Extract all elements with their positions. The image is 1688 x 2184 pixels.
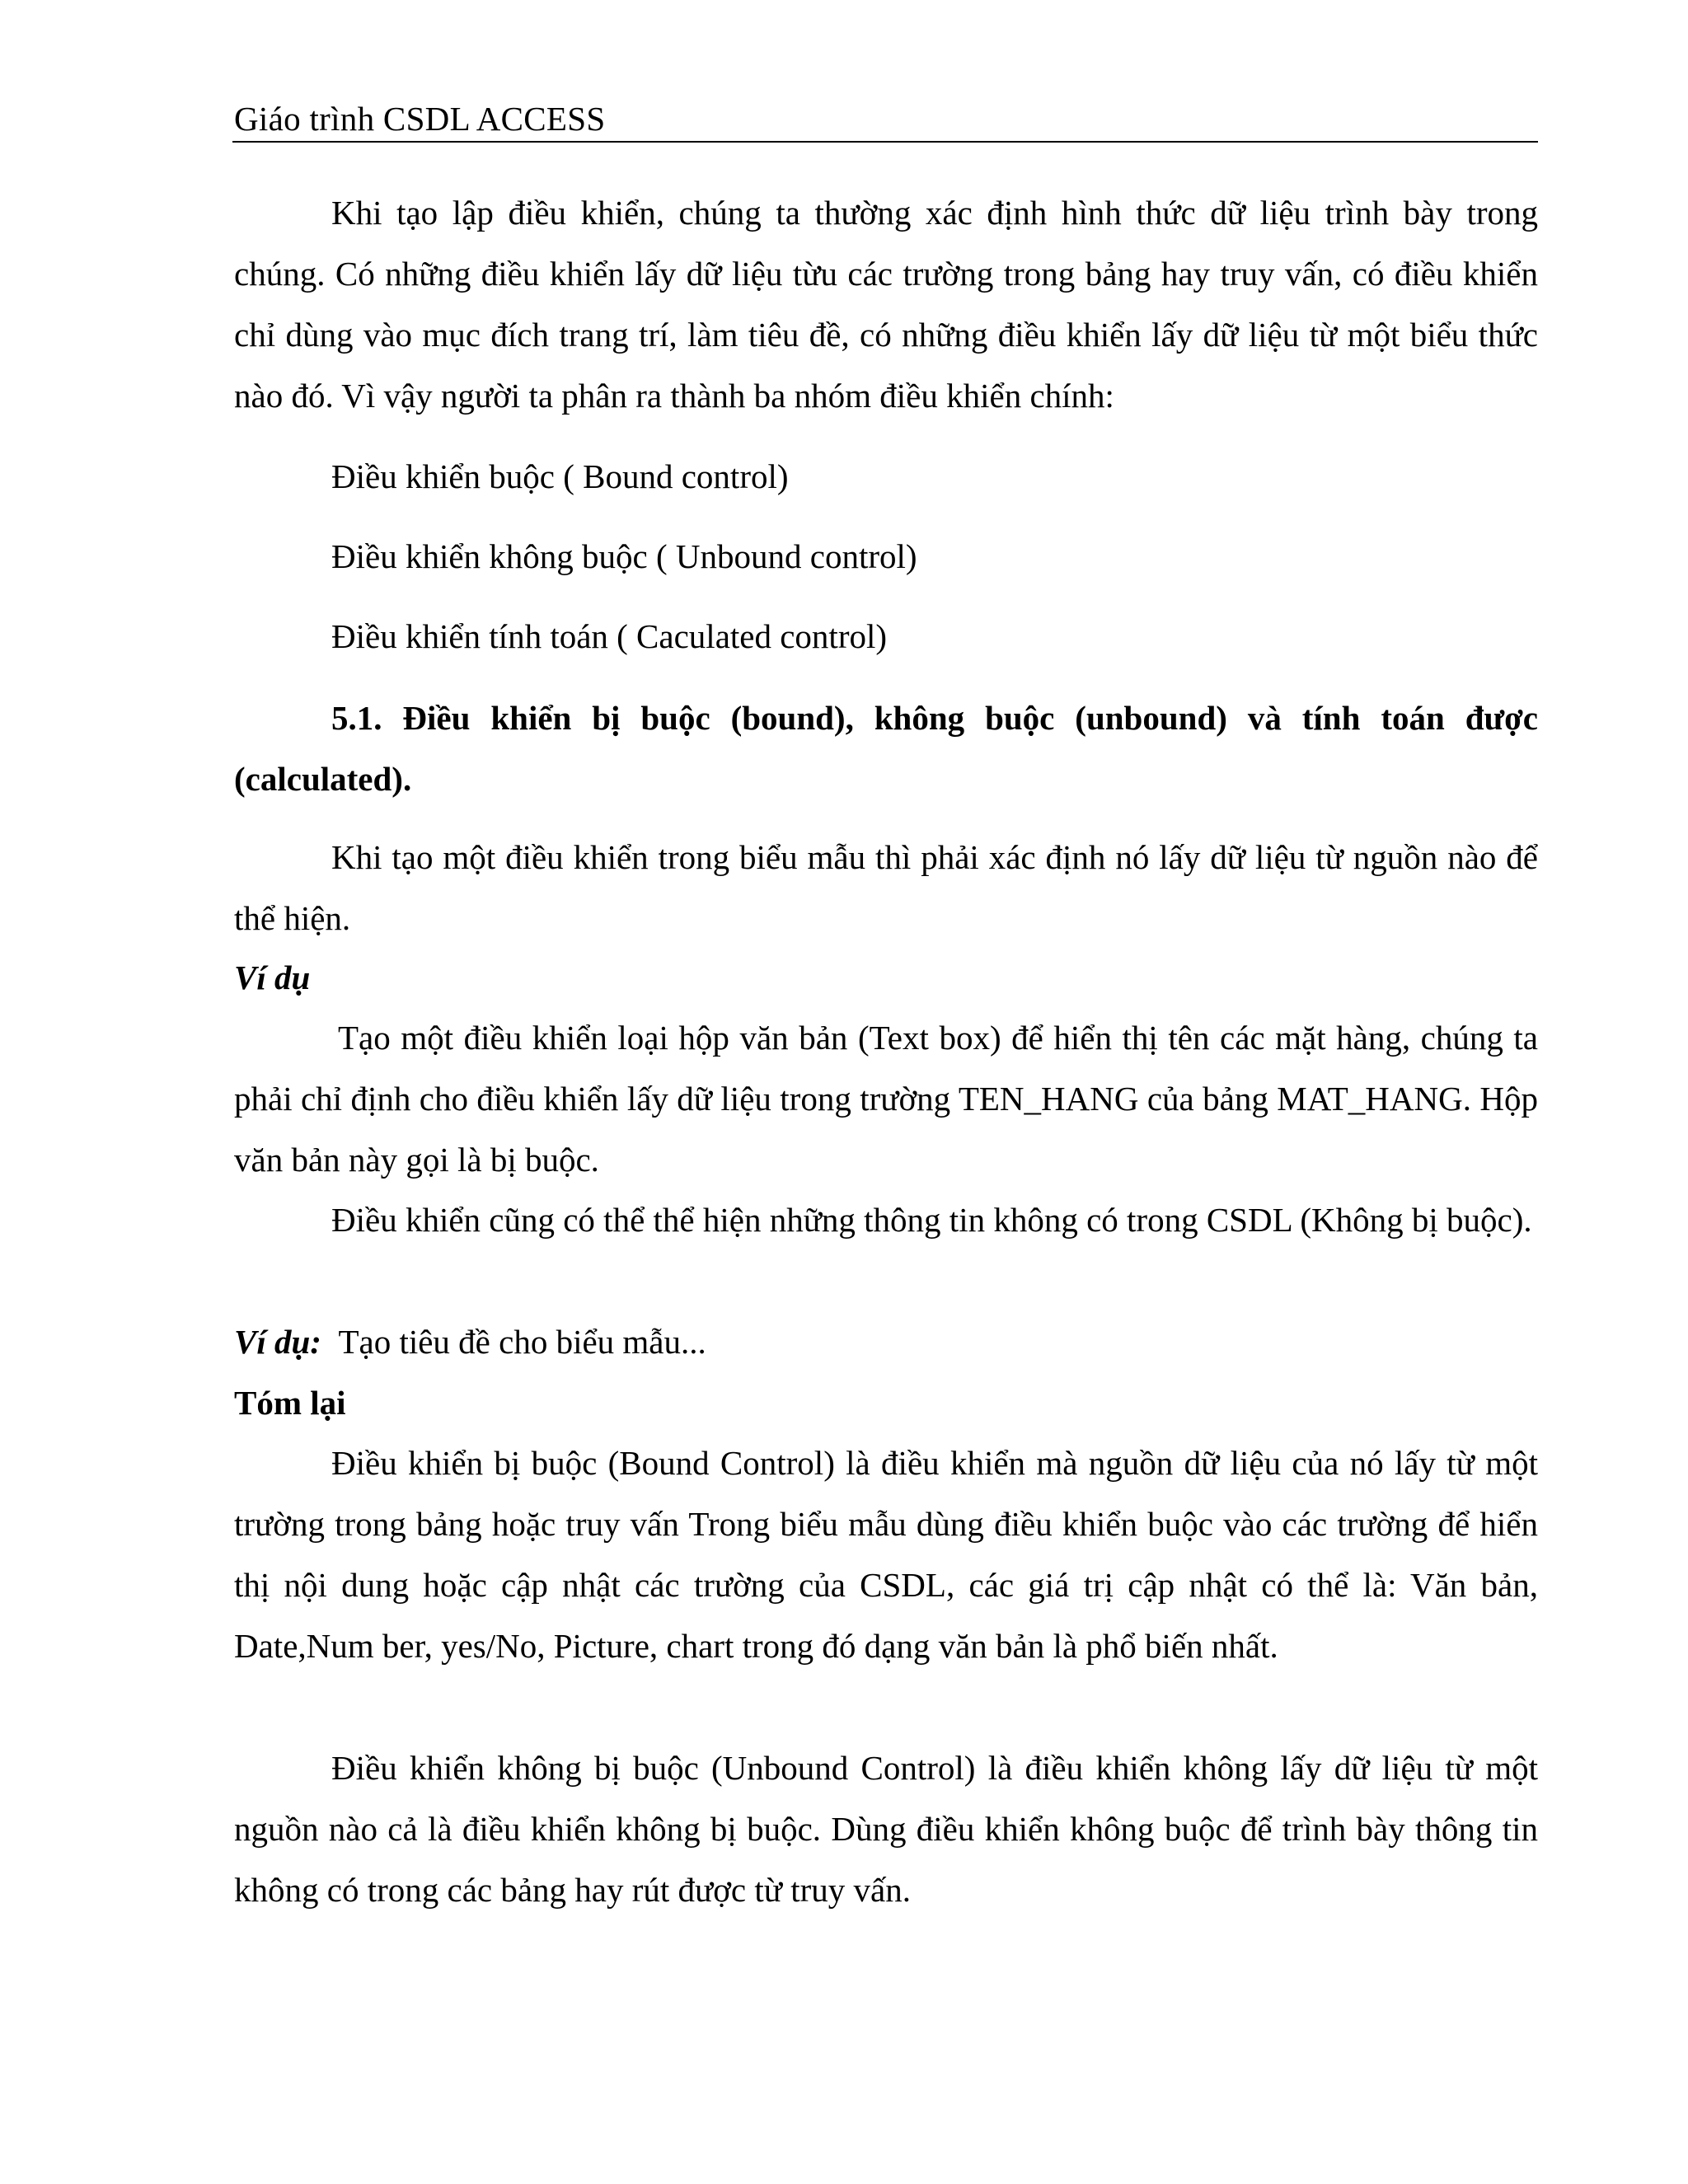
intro-paragraph: Khi tạo lập điều khiển, chúng ta thường xác định hình thức dữ liệu trình bày trong chúng. Có những điều khiển lấy dữ liệu từu các trường trong bảng hay truy vấn, có điều khiển chỉ dùng vào mục đích trang trí, làm tiêu đề, có những điều khiển lấy dữ liệu từ một biểu thức nào đó. Vì vậy người ta phân ra thành ba nhóm điều khiển chính:: [234, 194, 1538, 415]
example-two-label: Ví dụ:: [234, 1323, 321, 1361]
list-item-unbound: Điều khiển không buộc ( Unbound control): [331, 537, 917, 575]
example-two-text: Tạo tiêu đề cho biểu mẫu...: [338, 1323, 706, 1361]
list-item-calculated: Điều khiển tính toán ( Caculated control): [331, 617, 888, 655]
example-label: Ví dụ: [234, 958, 311, 996]
summary-label: Tóm lại: [234, 1384, 346, 1422]
summary-unbound-paragraph: Điều khiển không bị buộc (Unbound Control) là điều khiển không lấy dữ liệu từ một nguồn nào cả là điều khiển không bị buộc. Dùng điều khiển không buộc để trình bày thông tin không có trong các bảng hay rút được từ truy vấn.: [234, 1749, 1538, 1909]
list-item-bound: Điều khiển buộc ( Bound control): [331, 457, 789, 495]
example-two-line: [234, 1311, 1538, 1372]
section-heading: 5.1. Điều khiển bị buộc (bound), không buộc (unbound) và tính toán được (calculated).: [234, 699, 1538, 798]
example-paragraph: Tạo một điều khiển loại hộp văn bản (Text box) để hiển thị tên các mặt hàng, chúng ta phải chỉ định cho điều khiển lấy dữ liệu trong trường TEN_HANG của bảng MAT_HANG. Hộp văn bản này gọi là bị buộc.: [234, 1019, 1538, 1179]
section-intro-paragraph: Khi tạo một điều khiển trong biểu mẫu thì phải xác định nó lấy dữ liệu từ nguồn nào để thể hiện.: [234, 838, 1538, 937]
page-header-title: Giáo trình CSDL ACCESS: [234, 100, 606, 138]
unbound-note-paragraph: Điều khiển cũng có thể thể hiện những thông tin không có trong CSDL (Không bị buộc).: [331, 1201, 1532, 1239]
summary-bound-paragraph: Điều khiển bị buộc (Bound Control) là điều khiển mà nguồn dữ liệu của nó lấy từ một trường trong bảng hoặc truy vấn Trong biểu mẫu dùng điều khiển buộc vào các trường để hiển thị nội dung hoặc cập nhật các trường của CSDL, các giá trị cập nhật có thể là: Văn bản, Date,Num ber, yes/No, Picture, chart trong đó dạng văn bản là phổ biến nhất.: [234, 1444, 1538, 1665]
header-divider: [232, 141, 1538, 143]
